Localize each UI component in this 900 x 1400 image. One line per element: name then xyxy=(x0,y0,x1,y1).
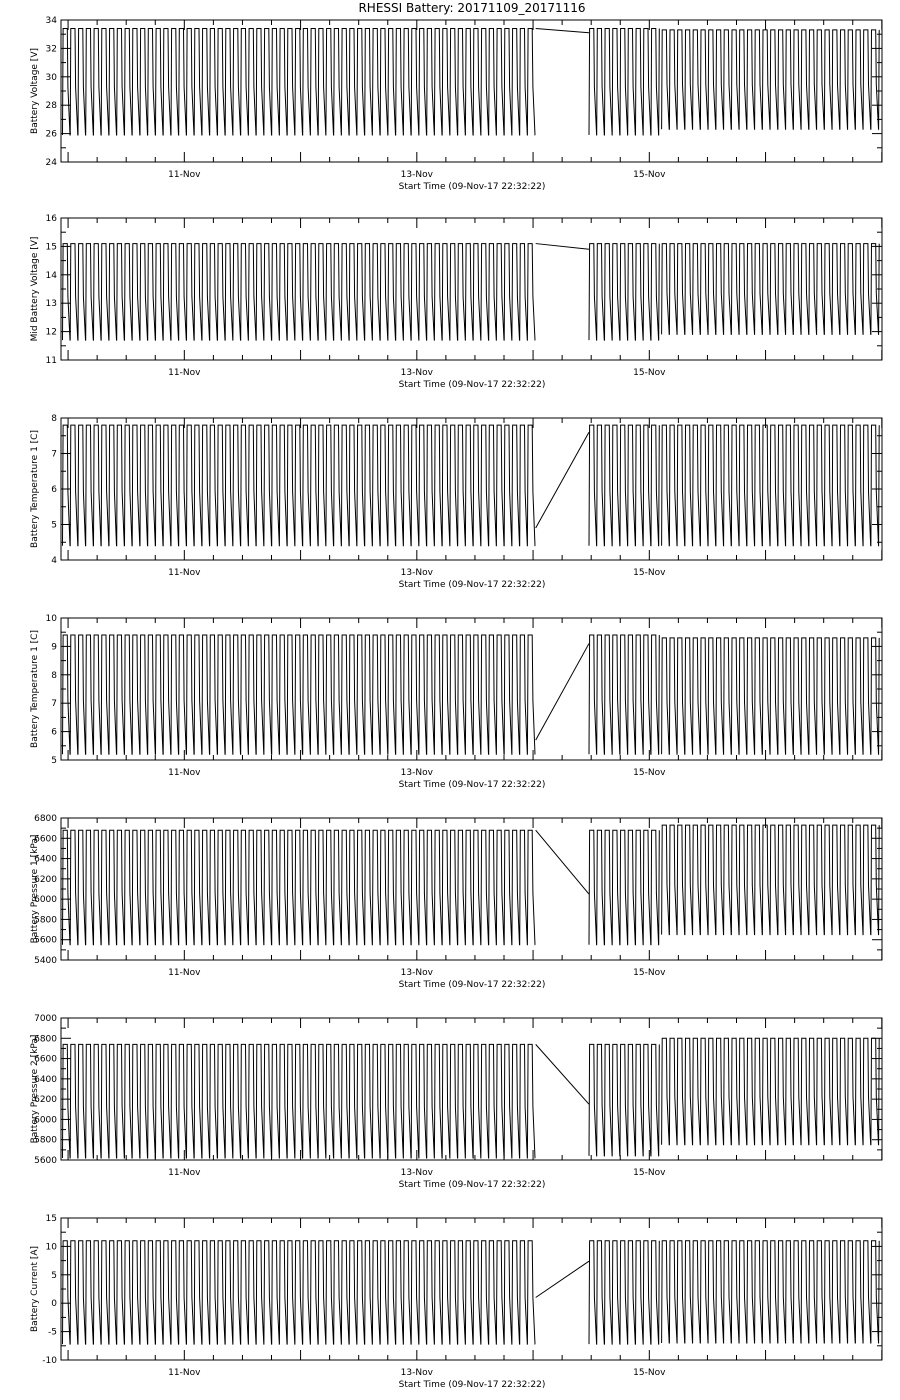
x-axis-label: Start Time (09-Nov-17 22:32:22) xyxy=(398,980,546,990)
y-tick-label: 15 xyxy=(45,1214,57,1224)
y-tick-label: 5 xyxy=(51,1270,57,1281)
y-tick-label: 14 xyxy=(45,270,57,281)
series-line xyxy=(63,825,880,945)
y-tick-label: 6800 xyxy=(34,814,57,824)
y-tick-label: 6 xyxy=(51,485,57,495)
series-line xyxy=(63,244,880,341)
gap-bridge-line xyxy=(536,644,589,741)
y-tick-label: 10 xyxy=(45,1242,57,1253)
x-tick-label: 13-Nov xyxy=(400,1168,433,1178)
x-axis-label: Start Time (09-Nov-17 22:32:22) xyxy=(398,580,546,590)
y-tick-label: 30 xyxy=(45,72,57,83)
y-tick-label: 12 xyxy=(45,327,57,338)
x-tick-label: 13-Nov xyxy=(400,170,433,180)
x-tick-label: 11-Nov xyxy=(168,368,201,378)
y-tick-label: 26 xyxy=(45,129,57,140)
y-tick-label: 7 xyxy=(51,449,57,460)
y-tick-label: 6200 xyxy=(34,1095,57,1106)
panel-2 xyxy=(30,214,882,390)
y-tick-label: 6600 xyxy=(34,1054,57,1065)
y-axis-label: Battery Current [A] xyxy=(30,1245,40,1333)
x-tick-label: 13-Nov xyxy=(400,968,433,978)
y-tick-label: -5 xyxy=(48,1327,57,1338)
x-tick-label: 13-Nov xyxy=(400,368,433,378)
figure-title: RHESSI Battery: 20171109_20171116 xyxy=(358,1,586,15)
y-axis-label: Battery Pressure 1 [kPa] xyxy=(30,834,40,944)
y-tick-label: 11 xyxy=(45,356,57,366)
x-tick-label: 13-Nov xyxy=(400,768,433,778)
y-tick-label: 5 xyxy=(51,756,57,766)
x-axis-label: Start Time (09-Nov-17 22:32:22) xyxy=(398,780,546,790)
y-axis-label: Battery Temperature 1 [C] xyxy=(30,630,40,748)
gap-bridge-line xyxy=(536,1261,589,1297)
y-tick-label: 28 xyxy=(45,101,57,112)
x-tick-label: 15-Nov xyxy=(633,170,666,180)
panel-4 xyxy=(30,614,882,790)
y-tick-label: 9 xyxy=(51,642,57,653)
series-line xyxy=(63,425,880,546)
y-tick-label: 6200 xyxy=(34,874,57,885)
series-line xyxy=(63,1241,880,1344)
gap-bridge-line xyxy=(536,1044,589,1104)
x-axis-label: Start Time (09-Nov-17 22:32:22) xyxy=(398,1180,546,1190)
y-tick-label: 7000 xyxy=(34,1014,57,1024)
x-tick-label: 11-Nov xyxy=(168,170,201,180)
x-tick-label: 13-Nov xyxy=(400,568,433,578)
series-line xyxy=(63,635,880,754)
x-axis-label: Start Time (09-Nov-17 22:32:22) xyxy=(398,1380,546,1390)
y-axis-label: Battery Temperature 1 [C] xyxy=(30,430,40,548)
x-tick-label: 11-Nov xyxy=(168,1368,201,1378)
x-tick-label: 15-Nov xyxy=(633,368,666,378)
y-tick-label: 6 xyxy=(51,727,57,738)
panel-3 xyxy=(30,414,882,590)
y-axis-label: Mid Battery Voltage [V] xyxy=(30,236,40,342)
y-tick-label: 10 xyxy=(45,614,57,624)
x-tick-label: 11-Nov xyxy=(168,1168,201,1178)
y-tick-label: 24 xyxy=(45,158,57,168)
y-tick-label: 5600 xyxy=(34,1156,57,1166)
x-tick-label: 15-Nov xyxy=(633,768,666,778)
y-tick-label: 0 xyxy=(51,1299,57,1310)
series-line xyxy=(63,29,880,136)
x-tick-label: 11-Nov xyxy=(168,568,201,578)
y-tick-label: 6000 xyxy=(34,1115,57,1126)
y-tick-label: 8 xyxy=(51,670,57,681)
gap-bridge-line xyxy=(536,432,589,528)
y-tick-label: 16 xyxy=(45,214,57,224)
y-tick-label: 34 xyxy=(45,16,57,26)
y-tick-label: 6400 xyxy=(34,854,57,865)
x-tick-label: 13-Nov xyxy=(400,1368,433,1378)
y-tick-label: 32 xyxy=(45,44,57,55)
y-tick-label: 8 xyxy=(51,414,57,424)
panel-7 xyxy=(30,1214,882,1390)
y-tick-label: 5800 xyxy=(34,1135,57,1146)
panel-6 xyxy=(30,1014,882,1190)
y-axis-label: Battery Pressure 2 [kPa] xyxy=(30,1034,40,1144)
y-tick-label: 5800 xyxy=(34,915,57,926)
y-tick-label: 4 xyxy=(51,556,57,566)
gap-bridge-line xyxy=(536,29,589,33)
y-tick-label: 6000 xyxy=(34,895,57,906)
y-axis-label: Battery Voltage [V] xyxy=(30,48,40,134)
x-axis-label: Start Time (09-Nov-17 22:32:22) xyxy=(398,182,546,192)
x-tick-label: 15-Nov xyxy=(633,1368,666,1378)
y-tick-label: 13 xyxy=(45,299,57,310)
y-tick-label: 5600 xyxy=(34,935,57,946)
y-tick-label: 6800 xyxy=(34,1034,57,1045)
y-tick-label: 5400 xyxy=(34,956,57,966)
x-tick-label: 15-Nov xyxy=(633,1168,666,1178)
x-tick-label: 11-Nov xyxy=(168,968,201,978)
panel-5 xyxy=(30,814,882,990)
series-line xyxy=(63,1038,880,1158)
y-tick-label: 6400 xyxy=(34,1074,57,1085)
x-tick-label: 11-Nov xyxy=(168,768,201,778)
panel-1 xyxy=(30,16,882,192)
x-tick-label: 15-Nov xyxy=(633,568,666,578)
gap-bridge-line xyxy=(536,830,589,894)
y-tick-label: 5 xyxy=(51,520,57,531)
y-tick-label: -10 xyxy=(42,1356,57,1366)
gap-bridge-line xyxy=(536,244,589,250)
y-tick-label: 15 xyxy=(45,242,57,253)
y-tick-label: 7 xyxy=(51,699,57,710)
panels xyxy=(30,16,882,1390)
x-tick-label: 15-Nov xyxy=(633,968,666,978)
x-axis-label: Start Time (09-Nov-17 22:32:22) xyxy=(398,380,546,390)
y-tick-label: 6600 xyxy=(34,834,57,845)
